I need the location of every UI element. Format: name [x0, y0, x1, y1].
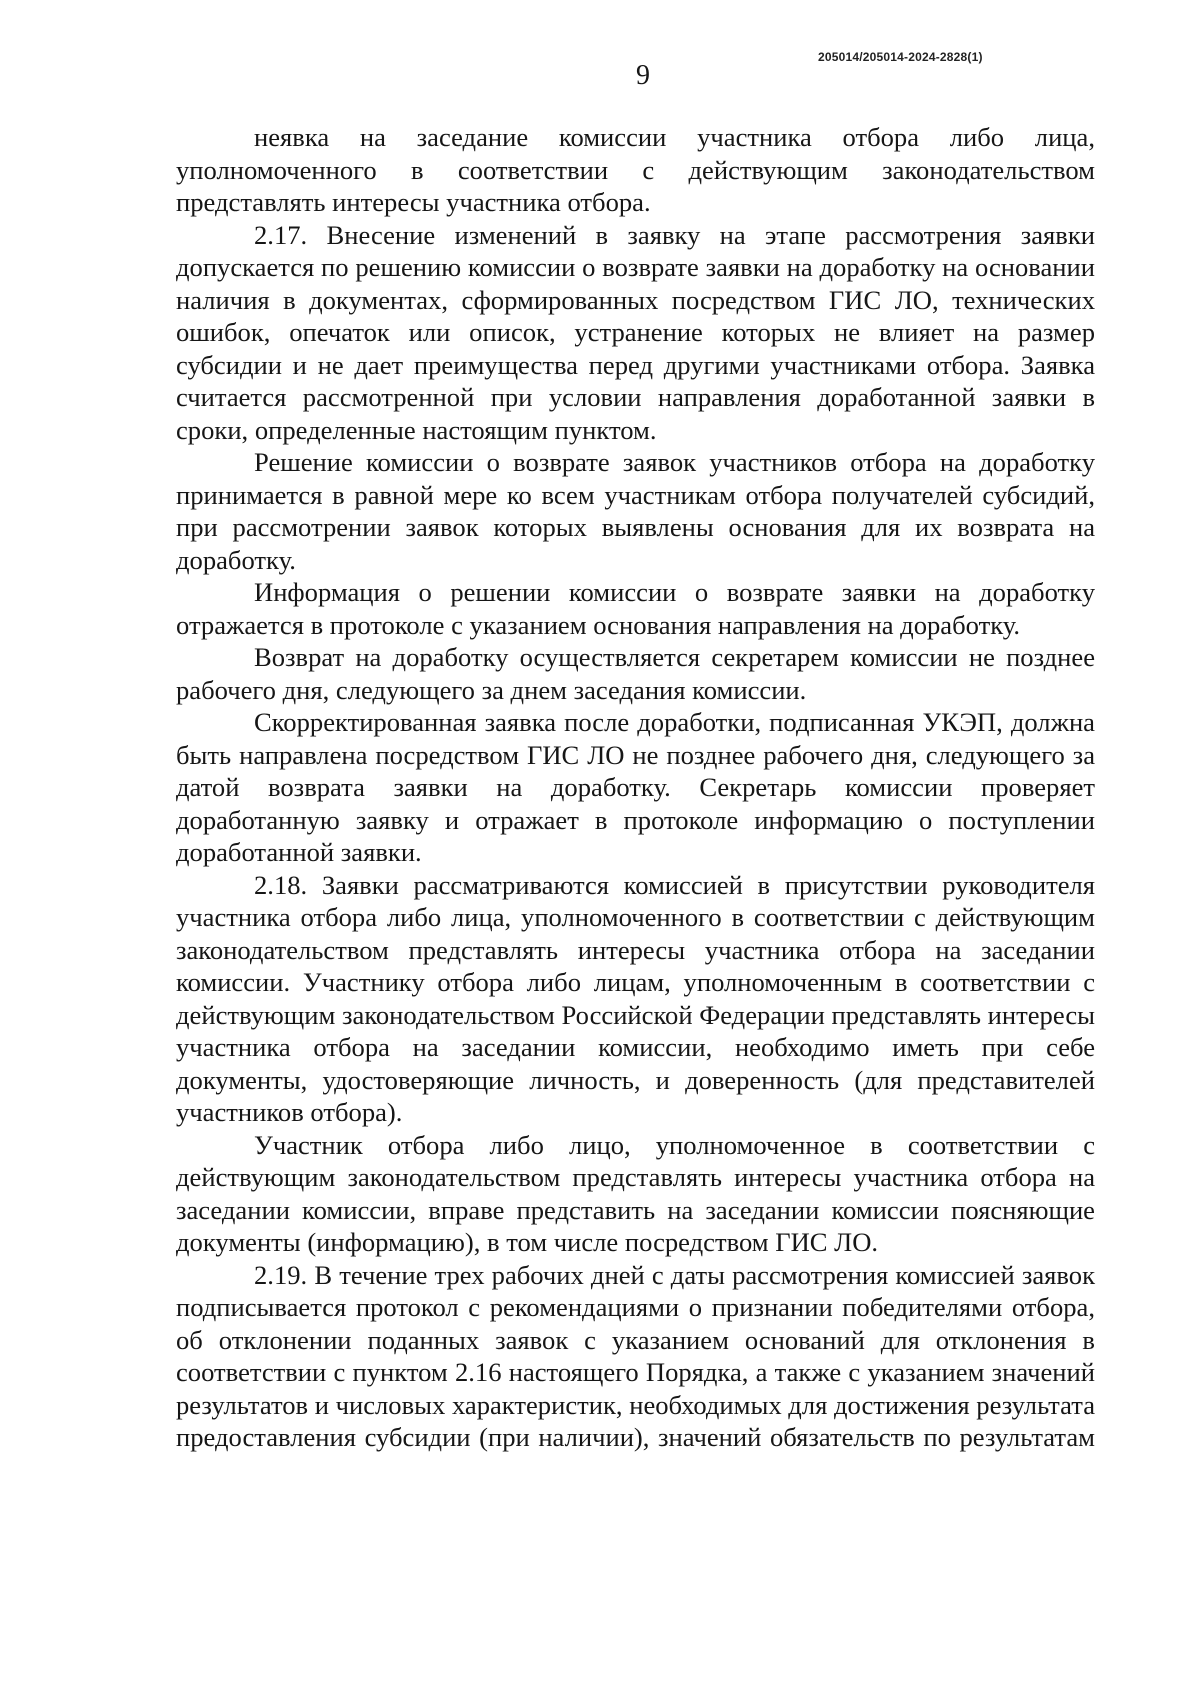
document-id: 205014/205014-2024-2828(1) [818, 50, 983, 64]
paragraph-2-19: 2.19. В течение трех рабочих дней с даты рассмотрения комиссией заявок подписывается протокол с рекомендациями о признании победителями отбора, об отклонении поданных заявок с указанием оснований для отклонения в соответствии с пунктом 2.16 настоящего Порядка, а также с указанием значений результатов и числовых характеристик, необходимых для достижения результата предоставления субсидии (при наличии), значений обязательств по результатам [176, 1259, 1095, 1452]
paragraph-explanatory-documents: Участник отбора либо лицо, уполномоченное в соответствии с действующим законодательством представлять интересы участника отбора на заседании комиссии, вправе представить на заседании комиссии поясняющие документы (информацию), в том числе посредством ГИС ЛО. [176, 1129, 1095, 1257]
paragraph-protocol-info: Информация о решении комиссии о возврате заявки на доработку отражается в протоколе с указанием основания направления на доработку. [176, 577, 1095, 640]
paragraph-2-17: 2.17. Внесение изменений в заявку на этапе рассмотрения заявки допускается по решению комиссии о возврате заявки на доработку на основании наличия в документах, сформированных посредством ГИС ЛО, технических ошибок, опечаток или описок, устранение которых не влияет на размер субсидии и не дает преимущества перед другими участниками отбора. Заявка считается рассмотренной при условии направления доработанной заявки в сроки, определенные настоящим пунктом. [176, 219, 1095, 445]
paragraph-return-deadline: Возврат на доработку осуществляется секретарем комиссии не позднее рабочего дня, следующего за днем заседания комиссии. [176, 642, 1095, 705]
paragraph-2-18: 2.18. Заявки рассматриваются комиссией в присутствии руководителя участника отбора либо лица, уполномоченного в соответствии с действующим законодательством представлять интересы участника отбора на заседании комиссии. Участнику отбора либо лицам, уполномоченным в соответствии с действующим законодательством Российской Федерации представлять интересы участника отбора на заседании комиссии, необходимо иметь при себе документы, удостоверяющие личность, и доверенность (для представителей участников отбора). [176, 869, 1095, 1127]
paragraph-non-appearance: неявка на заседание комиссии участника отбора либо лица, уполномоченного в соответствии с действующим законодательством представлять интересы участника отбора. [176, 122, 1095, 217]
page-number: 9 [636, 60, 650, 91]
paragraph-corrected-application: Скорректированная заявка после доработки, подписанная УКЭП, должна быть направлена посредством ГИС ЛО не позднее рабочего дня, следующего за датой возврата заявки на доработку. Секретарь комиссии проверяет доработанную заявку и отражает в протоколе информацию о поступлении доработанной заявки. [176, 707, 1095, 867]
document-body [176, 121, 1095, 1454]
paragraph-return-decision: Решение комиссии о возврате заявок участников отбора на доработку принимается в равной мере ко всем участникам отбора получателей субсидий, при рассмотрении заявок которых выявлены основания для их возврата на доработку. [176, 447, 1095, 575]
